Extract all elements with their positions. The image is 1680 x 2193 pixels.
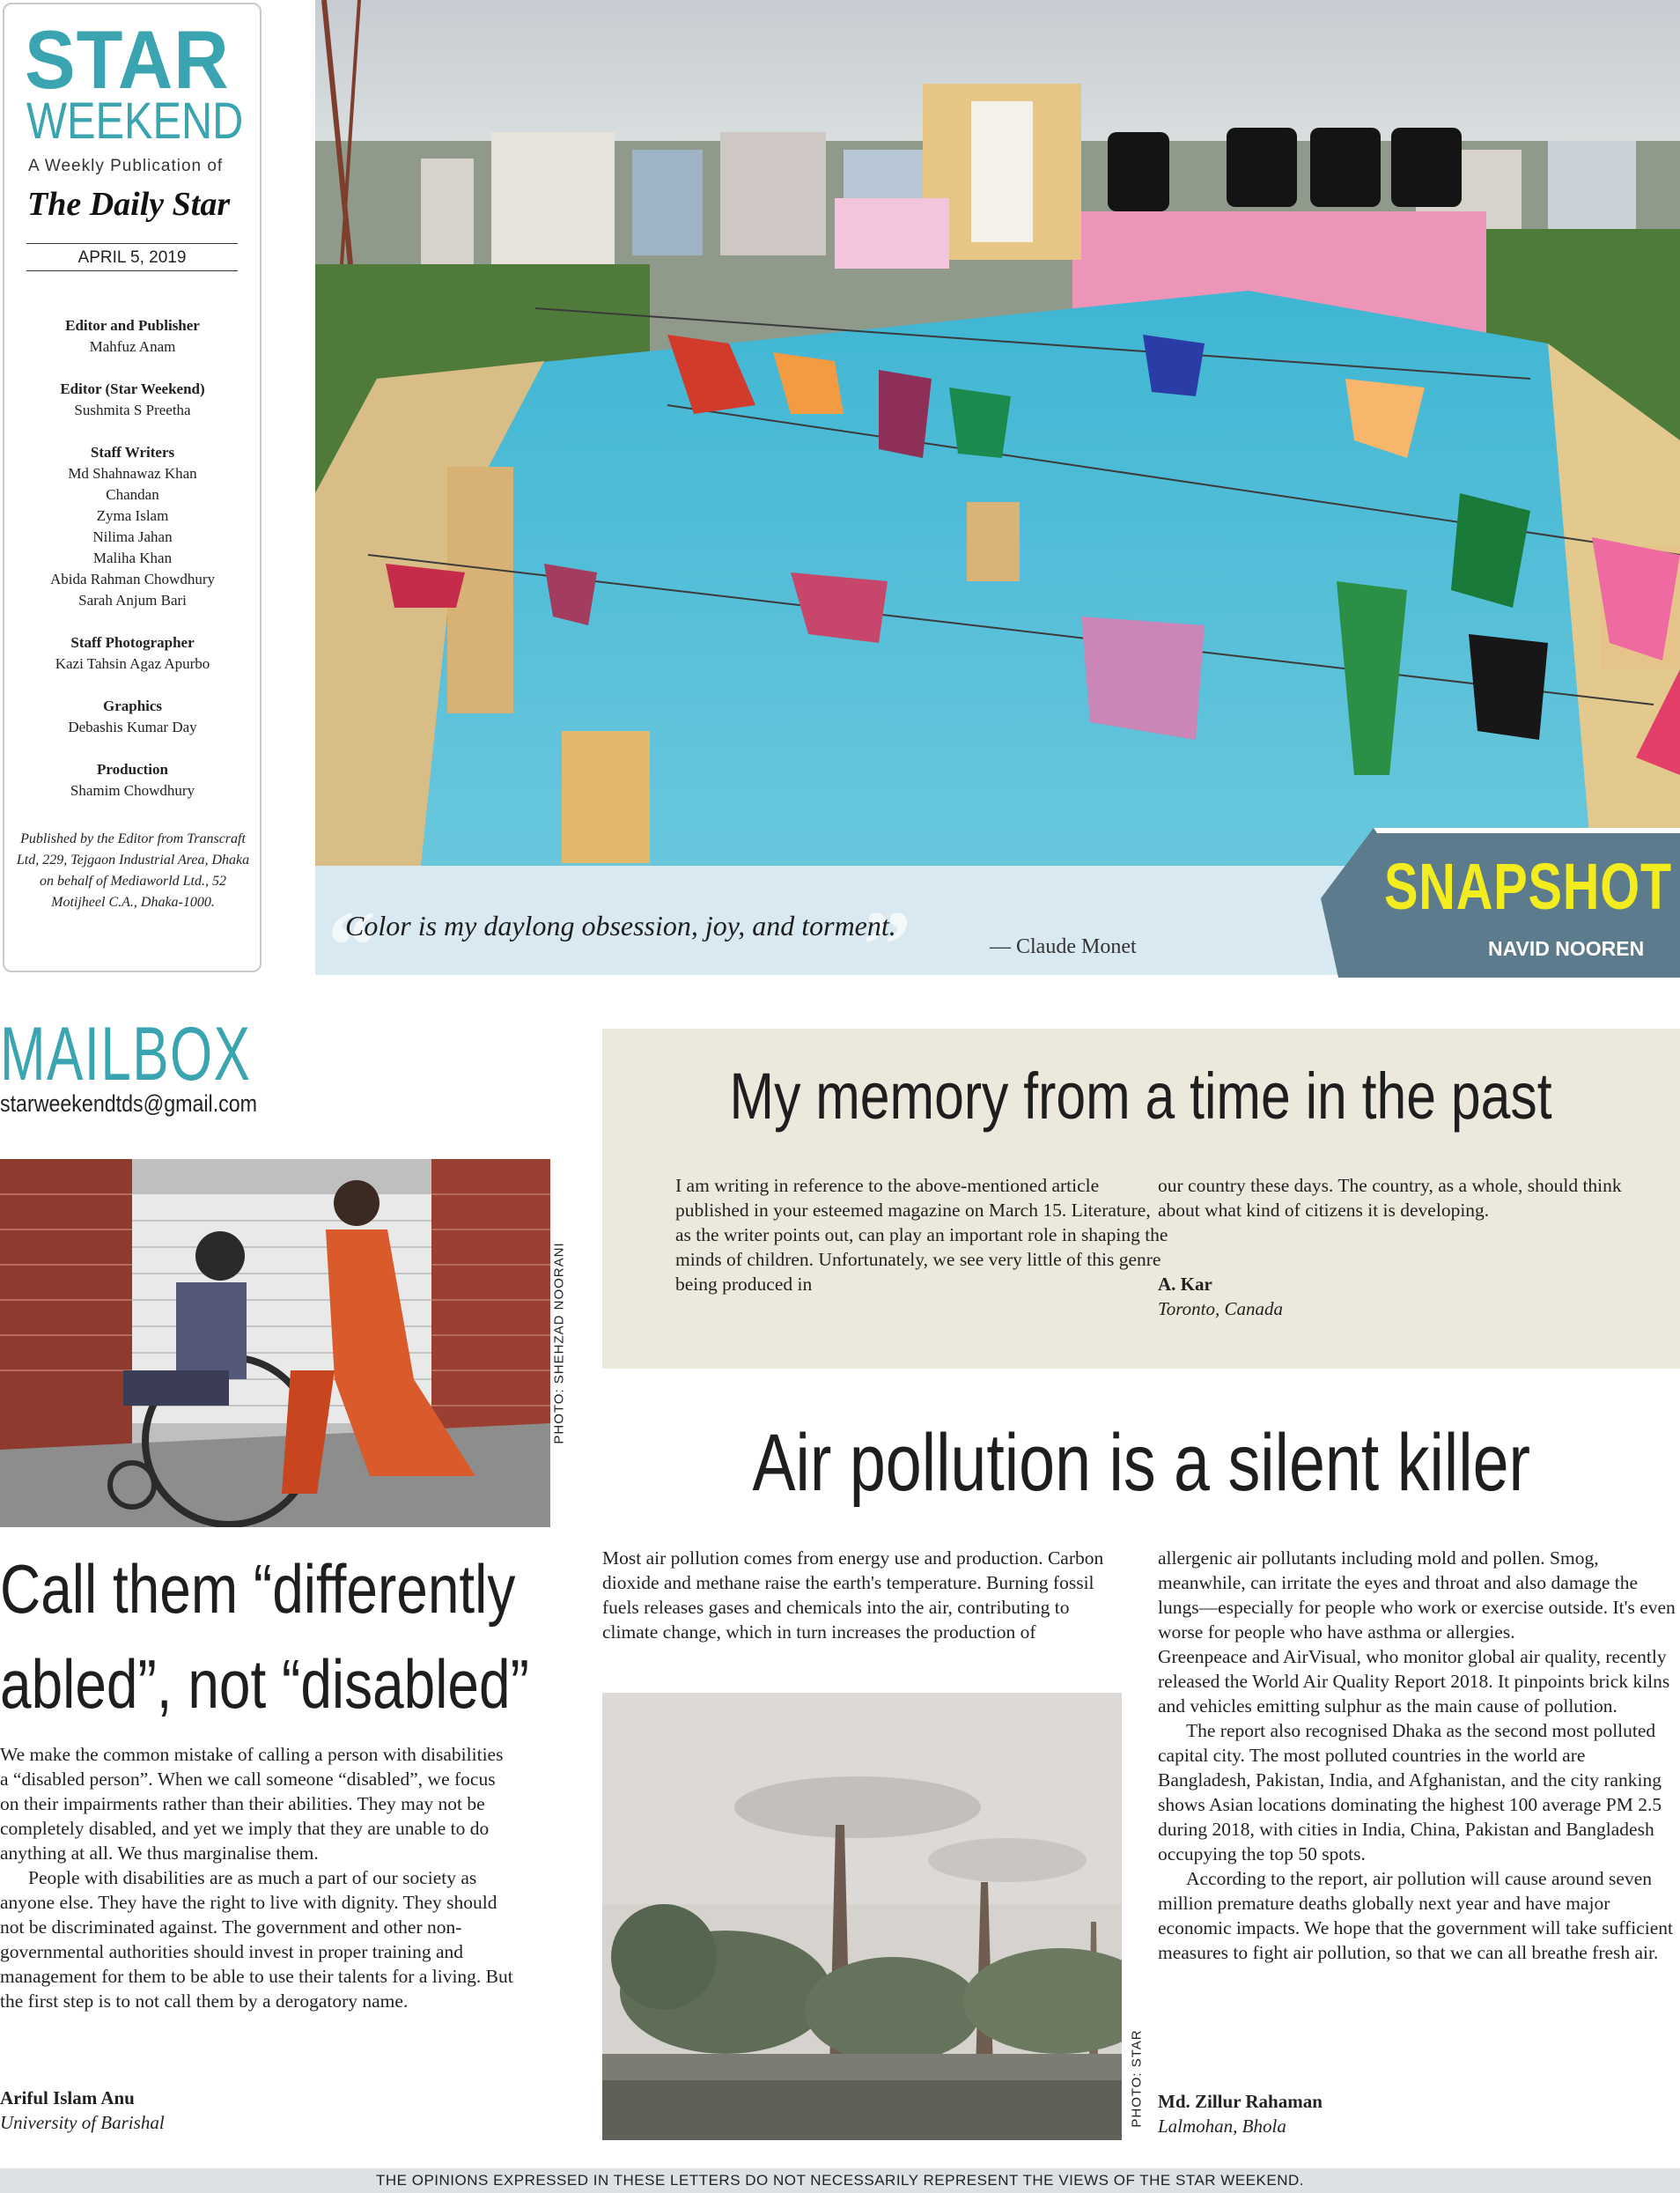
quote-text: Color is my daylong obsession, joy, and torment. [345,910,896,941]
staff-name: Zyma Islam [96,507,169,524]
close-quote-mark: ” [863,891,911,999]
letter-column: our country these days. The country, as a whole, should think about what kind of citizens it is developing. [1158,1175,1622,1221]
staff-name: Abida Rahman Chowdhury [50,571,215,587]
brand-star: STAR [25,13,230,106]
staff-name: Maliha Khan [92,550,173,566]
mailbox-title: MAILBOX [0,1012,252,1096]
letter-location: University of Barishal [0,2112,165,2133]
letter-author: Md. Zillur Rahaman [1158,2091,1323,2112]
photo-credit [549,1159,569,1527]
letter-box-memory [602,1029,1680,1369]
staff-group [7,379,258,421]
photographer-credit: NAVID NOOREN [1488,937,1645,960]
letter-author: Ariful Islam Anu [0,2087,135,2108]
letter-title [602,1059,1680,1134]
letter-title-text: Air pollution is a silent killer [752,1418,1530,1508]
letter-body [0,1742,515,2013]
photo-credit [1127,2017,1146,2140]
parent-paper-logo: The Daily Star [27,186,231,223]
staff-group [7,442,258,611]
paragraph: People with disabilities are as much a part of our society as anyone else. They have the right to live with dignity. They should not be discriminated against. The government and other non-governmental authorities should invest in proper training and management for them to be able to use their talents for a living. But the first step is to not call them by a derogatory name. [0,1867,513,2012]
staff-name: Chandan [106,486,159,503]
photo-credit-text: PHOTO: STAR [1129,2029,1145,2128]
paragraph: Greenpeace and AirVisual, who monitor global air quality, recently released the World Air Quality Report 2018. It pinpoints brick kilns and vehicles emitting sulphur as the main cause of pollution. [1158,1646,1670,1717]
photo-credit-text: PHOTO: SHEHZAD NOORANI [551,1242,567,1444]
letter-location: Toronto, Canada [1158,1298,1283,1319]
photo-illustration [0,1159,550,1527]
snapshot-title: SNAPSHOT [1384,850,1672,923]
paragraph: According to the report, air pollution will cause around seven million premature deaths globally next year and have major economic impacts. We hope that the government will take sufficient measures to fight air pollution, so that we can all breathe fresh air. [1158,1868,1673,1963]
staff-name: Shamim Chowdhury [70,782,195,799]
paragraph: The report also recognised Dhaka as the second most polluted capital city. The most polluted countries in the world are Bangladesh, Pakistan, India, and Afghanistan, and the city ranking shows Asian locations dominating the highest 100 average PM 2.5 during 2018, with cities in India, China, Pakistan and Bangladesh occupying the top 50 spots. [1158,1720,1662,1864]
staff-group [7,632,258,675]
letter-column [1158,1546,1679,1965]
letter-column: Most air pollution comes from energy use and production. Carbon dioxide and methane raise the earth's temperature. Burning fossil fuels releases gases and chemicals into the air, contributing to climate change, which in turn increases the production of [602,1547,1104,1643]
staff-role: Staff Photographer [70,634,195,651]
staff-role: Editor (Star Weekend) [60,380,205,397]
divider [26,243,238,244]
quote-author: — Claude Monet [990,935,1137,958]
photo-illustration [602,1693,1122,2140]
letter-column: I am writing in reference to the above-mentioned article published in your esteemed magazine on March 15. Literature, as the writer points out, can play an important role in shaping the minds of children. Unfortunately, we see very little of this genre being produced in [675,1175,1168,1295]
open-quote-mark: “ [328,891,376,999]
rooftop-laundry-photo [315,0,1680,866]
issue-date: APRIL 5, 2019 [77,248,187,267]
staff-group [7,759,258,801]
staff-role: Staff Writers [90,444,175,461]
staff-name: Debashis Kumar Day [68,719,197,735]
brick-kiln-photo [602,1693,1122,2140]
mailbox-email[interactable]: starweekendtds@gmail.com [0,1090,258,1117]
photo-illustration [315,0,1680,866]
footer-disclaimer: THE OPINIONS EXPRESSED IN THESE LETTERS DO NOT NECESSARILY REPRESENT THE VIEWS OF THE STAR WEEKEND. [376,2172,1304,2189]
letter-title [602,1414,1680,1511]
staff-name: Mahfuz Anam [89,338,176,355]
staff-name: Md Shahnawaz Khan [68,465,197,482]
letter-author: A. Kar [1158,1274,1212,1295]
staff-role: Editor and Publisher [65,317,200,334]
staff-group [7,696,258,738]
letter-title-text: My memory from a time in the past [729,1060,1553,1133]
letter-title: Call them “differently abled”, not “disabled” [0,1550,529,1723]
divider [26,270,238,271]
paragraph: We make the common mistake of calling a person with disabilities a “disabled person”. When we call someone “disabled”, we focus on their impairments rather than their abilities. They may not be completely disabled, and yet we imply that they are unable to do anything at all. We thus marginalise them. [0,1744,504,1864]
staff-role: Production [97,761,168,778]
staff-group [7,315,258,358]
staff-name: Nilima Jahan [92,528,173,545]
staff-role: Graphics [102,698,163,714]
staff-list [7,315,258,823]
letter-location: Lalmohan, Bhola [1158,2115,1286,2137]
staff-name: Sushmita S Preetha [74,402,191,418]
publisher-note: Published by the Editor from Transcraft Ltd, 229, Tejgaon Industrial Area, Dhaka on behalf of Mediaworld Ltd., 52 Motijheel C.A., Dhaka-1000. [16,831,250,910]
wheelchair-photo [0,1159,550,1527]
brand-weekend: WEEKEND [26,92,244,150]
staff-name: Kazi Tahsin Agaz Apurbo [55,655,210,672]
tagline: A Weekly Publication of [28,157,224,175]
paragraph: allergenic air pollutants including mold and pollen. Smog, meanwhile, can irritate the eyes and throat and also damage the lungs—especially for people who work or exercise outside. It's even worse for people who have asthma or allergies. [1158,1547,1676,1643]
staff-name: Sarah Anjum Bari [78,592,187,609]
